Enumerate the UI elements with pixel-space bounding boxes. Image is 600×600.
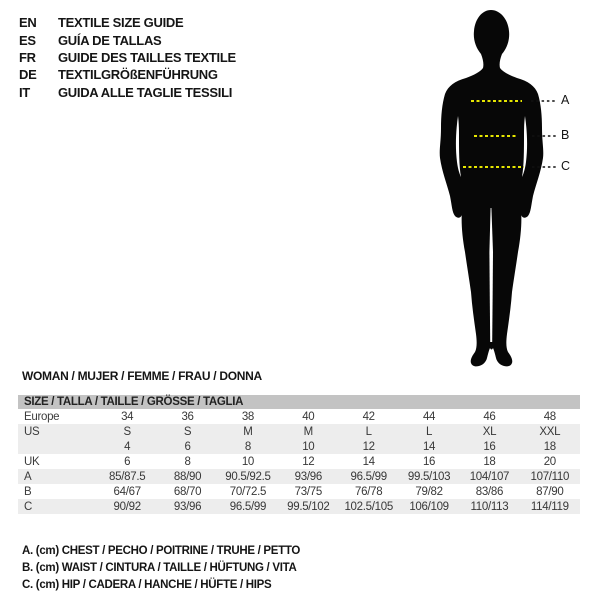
table-cell: 14 — [422, 440, 436, 453]
page-title: GUIDA ALLE TAGLIE TESSILI — [58, 84, 233, 100]
table-cell: 4 — [124, 440, 131, 453]
table-cell: 114/119 — [530, 500, 569, 513]
row-label: UK — [24, 455, 40, 468]
table-cell: 104/107 — [469, 470, 510, 483]
table-row — [18, 439, 580, 454]
table-cell: 38 — [241, 410, 255, 423]
table-cell: 48 — [543, 410, 556, 423]
table-cell: 96.5/99 — [229, 500, 267, 513]
marker-label-a: A — [561, 93, 570, 107]
table-cell: 12 — [302, 455, 315, 468]
legend-waist: B. (cm) WAIST / CINTURA / TAILLE / HÜFTUNG / VITA — [22, 562, 297, 575]
row-label: B — [24, 485, 32, 498]
table-cell: 46 — [483, 410, 496, 423]
size-table-header: SIZE / TALLA / TAILLE / GRÖSSE / TAGLIA — [18, 395, 580, 409]
table-cell: 6 — [124, 455, 131, 468]
table-cell: 93/96 — [173, 500, 202, 513]
table-cell: XXL — [539, 425, 561, 438]
marker-label-c: C — [561, 159, 570, 173]
table-cell: 88/90 — [173, 470, 202, 483]
table-cell: 102.5/105 — [344, 500, 393, 513]
table-cell: 107/110 — [530, 470, 570, 483]
table-cell: L — [426, 425, 433, 438]
measurement-legend — [22, 543, 300, 593]
lang-code: IT — [19, 84, 30, 100]
table-cell: 40 — [302, 410, 315, 423]
table-cell: 34 — [121, 410, 134, 423]
table-section-title: WOMAN / MUJER / FEMME / FRAU / DONNA — [22, 369, 262, 383]
row-label: US — [24, 425, 40, 438]
table-cell: 99.5/103 — [407, 470, 451, 483]
table-cell: 73/75 — [294, 485, 322, 498]
table-row — [18, 409, 580, 424]
table-cell: 18 — [543, 440, 556, 453]
table-cell: M — [243, 425, 253, 438]
table-cell: 90.5/92.5 — [225, 470, 271, 483]
table-cell: 16 — [422, 455, 436, 468]
table-cell: 110/113 — [470, 500, 509, 513]
table-cell: 18 — [483, 455, 496, 468]
table-row — [18, 424, 580, 439]
table-cell: 8 — [244, 440, 251, 453]
size-table — [18, 395, 580, 514]
table-cell: 64/67 — [113, 485, 141, 498]
table-cell: 10 — [241, 455, 255, 468]
table-cell: 36 — [181, 410, 194, 423]
table-cell: 14 — [362, 455, 375, 468]
page-title: TEXTILGRÖßENFÜHRUNG — [58, 67, 218, 83]
page-title: GUÍA DE TALLAS — [58, 32, 162, 48]
page-title: GUIDE DES TAILLES TEXTILE — [58, 49, 236, 65]
table-cell: 12 — [362, 440, 375, 453]
table-row — [18, 469, 580, 484]
table-cell: 44 — [422, 410, 436, 423]
table-cell: 76/78 — [355, 485, 383, 498]
table-cell: 85/87.5 — [109, 470, 146, 483]
table-cell: 83/86 — [475, 485, 504, 498]
page-title: TEXTILE SIZE GUIDE — [58, 15, 184, 31]
table-cell: 93/96 — [294, 470, 322, 483]
table-cell: 42 — [362, 410, 375, 423]
legend-hip: C. (cm) HIP / CADERA / HANCHE / HÜFTE / HIPS — [22, 578, 272, 591]
table-cell: S — [183, 425, 192, 438]
table-cell: 10 — [302, 440, 315, 453]
table-row — [18, 454, 580, 469]
size-table-body — [18, 409, 580, 514]
lang-code: DE — [19, 67, 37, 83]
row-label: A — [24, 470, 32, 483]
row-label: Europe — [24, 410, 60, 423]
table-cell: 6 — [184, 440, 191, 453]
table-row — [18, 484, 580, 499]
table-cell: 20 — [543, 455, 556, 468]
table-cell: 87/90 — [536, 485, 564, 498]
table-cell: 96.5/99 — [350, 470, 387, 483]
lang-code: ES — [19, 32, 36, 48]
table-cell: S — [123, 425, 131, 438]
table-cell: 68/70 — [173, 485, 202, 498]
legend-chest: A. (cm) CHEST / PECHO / POITRINE / TRUHE / PETTO — [22, 545, 301, 558]
table-cell: 99.5/102 — [287, 500, 330, 513]
row-label: C — [24, 500, 33, 513]
table-cell: L — [365, 425, 372, 438]
table-cell: 106/109 — [409, 500, 449, 513]
table-cell: 90/92 — [113, 500, 141, 513]
marker-label-b: B — [561, 128, 570, 142]
table-cell: 8 — [184, 455, 191, 468]
table-cell: 70/72.5 — [229, 485, 267, 498]
table-row — [18, 499, 580, 514]
table-cell: 79/82 — [415, 485, 443, 498]
table-cell: 16 — [483, 440, 496, 453]
lang-code: EN — [19, 15, 37, 31]
lang-code: FR — [19, 49, 36, 65]
table-cell: XL — [482, 425, 497, 438]
table-cell: M — [303, 425, 313, 438]
